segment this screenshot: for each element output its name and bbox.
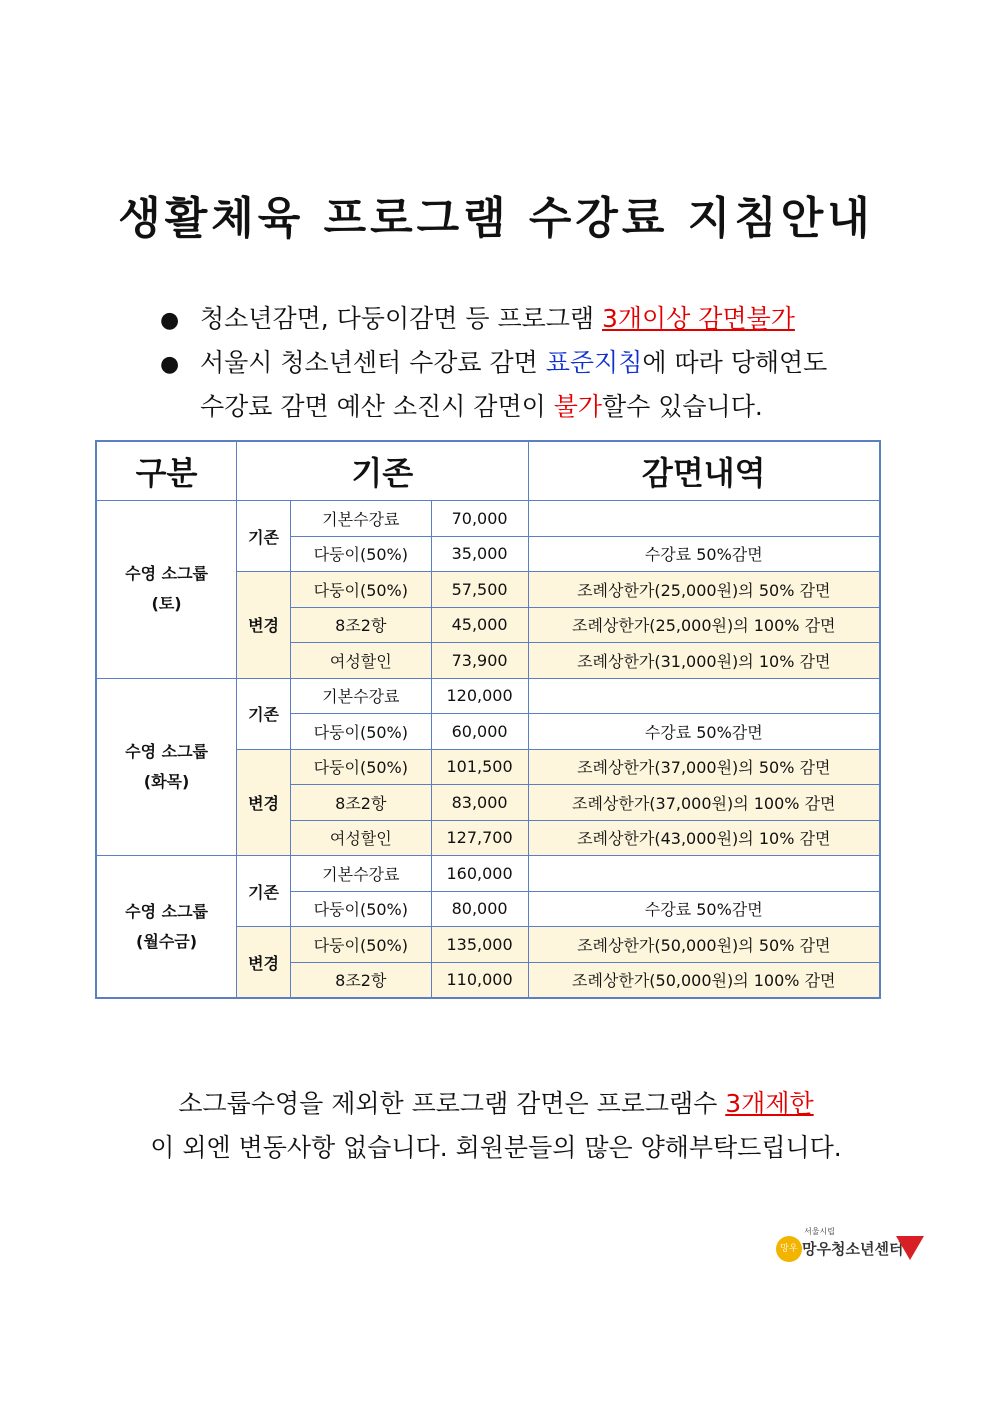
note-cell: 수강료 50%감면	[528, 536, 880, 572]
notice-text: 청소년감면, 다둥이감면 등 프로그램	[200, 304, 602, 333]
group-day: (화목)	[143, 771, 190, 791]
item-cell: 다둥이(50%)	[290, 714, 431, 750]
note-cell: 조례상한가(50,000원)의 50% 감면	[528, 927, 880, 963]
table-row	[96, 856, 880, 892]
logo-badge-icon: 망우	[776, 1236, 802, 1262]
note-cell: 조례상한가(37,000원)의 100% 감면	[528, 785, 880, 821]
notice-emphasis: 표준지침	[545, 348, 643, 377]
note-cell: 수강료 50%감면	[528, 891, 880, 927]
bullet-icon: ●	[160, 308, 180, 333]
item-cell: 기본수강료	[290, 678, 431, 714]
logo-name: 망우청소년센터	[802, 1240, 904, 1258]
note-cell	[528, 501, 880, 537]
notice-item-2-cont	[160, 386, 880, 428]
note-cell: 조례상한가(37,000원)의 50% 감면	[528, 749, 880, 785]
item-cell: 8조2항	[290, 785, 431, 821]
page-title: 생활체육 프로그램 수강료 지침안내	[118, 193, 874, 244]
section-kind-cell: 변경	[237, 749, 291, 856]
item-cell: 다둥이(50%)	[290, 891, 431, 927]
notice-item-2	[160, 342, 880, 386]
notice-emphasis: 3개이상 감면불가	[602, 304, 795, 333]
price-cell: 101,500	[431, 749, 528, 785]
item-cell: 기본수강료	[290, 501, 431, 537]
footer-line-2: 이 외엔 변동사항 없습니다. 회원분들의 많은 양해부탁드립니다.	[150, 1133, 842, 1162]
group-day: (토)	[151, 594, 182, 614]
notice-emphasis: 불가	[553, 392, 602, 421]
footer-emphasis: 3개제한	[725, 1089, 814, 1118]
notice-text: 수강료 감면 예산 소진시 감면이	[200, 392, 554, 421]
section-kind-cell: 기존	[237, 678, 291, 749]
item-cell: 8조2항	[290, 607, 431, 643]
section-kind-cell: 변경	[237, 927, 291, 999]
price-cell: 73,900	[431, 643, 528, 679]
price-cell: 80,000	[431, 891, 528, 927]
group-name-cell	[96, 678, 237, 856]
notice-text: 할수 있습니다.	[602, 392, 763, 421]
section-kind-cell: 변경	[237, 572, 291, 679]
item-cell: 다둥이(50%)	[290, 927, 431, 963]
notice-text: 서울시 청소년센터 수강료 감면	[200, 348, 546, 377]
section-kind-cell: 기존	[237, 501, 291, 572]
item-cell: 다둥이(50%)	[290, 572, 431, 608]
group-name-cell	[96, 856, 237, 999]
center-logo	[776, 1226, 926, 1266]
note-cell: 수강료 50%감면	[528, 714, 880, 750]
group-name: 수영 소그룹	[125, 901, 208, 921]
header-existing: 기존	[237, 441, 528, 501]
price-cell: 83,000	[431, 785, 528, 821]
header-category: 구분	[96, 441, 237, 501]
price-cell: 60,000	[431, 714, 528, 750]
price-cell: 127,700	[431, 820, 528, 856]
price-cell: 160,000	[431, 856, 528, 892]
note-cell	[528, 856, 880, 892]
note-cell: 조례상한가(25,000원)의 100% 감면	[528, 607, 880, 643]
logo-small-text: 서울시립	[804, 1227, 835, 1236]
note-cell: 조례상한가(25,000원)의 50% 감면	[528, 572, 880, 608]
price-cell: 45,000	[431, 607, 528, 643]
group-name: 수영 소그룹	[125, 564, 208, 584]
table-row	[96, 501, 880, 537]
bullet-icon: ●	[160, 352, 180, 377]
footer-text: 소그룹수영을 제외한 프로그램 감면은 프로그램수	[178, 1089, 726, 1118]
note-cell	[528, 678, 880, 714]
price-cell: 35,000	[431, 536, 528, 572]
table-row	[96, 678, 880, 714]
section-kind-cell: 기존	[237, 856, 291, 927]
ymca-triangle-icon	[896, 1236, 924, 1260]
note-cell: 조례상한가(43,000원)의 10% 감면	[528, 820, 880, 856]
note-cell: 조례상한가(31,000원)의 10% 감면	[528, 643, 880, 679]
item-cell: 기본수강료	[290, 856, 431, 892]
price-cell: 135,000	[431, 927, 528, 963]
item-cell: 여성할인	[290, 820, 431, 856]
group-day: (월수금)	[136, 931, 198, 951]
group-name-cell	[96, 501, 237, 679]
note-cell: 조례상한가(50,000원)의 100% 감면	[528, 962, 880, 998]
header-discount: 감면내역	[528, 441, 880, 501]
item-cell: 여성할인	[290, 643, 431, 679]
notice-item-1	[160, 298, 880, 342]
price-cell: 57,500	[431, 572, 528, 608]
notice-text: 에 따라 당해연도	[642, 348, 828, 377]
item-cell: 다둥이(50%)	[290, 749, 431, 785]
price-cell: 70,000	[431, 501, 528, 537]
footer-notice	[0, 1082, 992, 1170]
item-cell: 다둥이(50%)	[290, 536, 431, 572]
fee-table	[95, 440, 881, 999]
footer-line-1	[0, 1082, 992, 1126]
group-name: 수영 소그룹	[125, 741, 208, 761]
table-header-row	[96, 441, 880, 501]
price-cell: 110,000	[431, 962, 528, 998]
notice-list	[160, 298, 880, 428]
item-cell: 8조2항	[290, 962, 431, 998]
price-cell: 120,000	[431, 678, 528, 714]
